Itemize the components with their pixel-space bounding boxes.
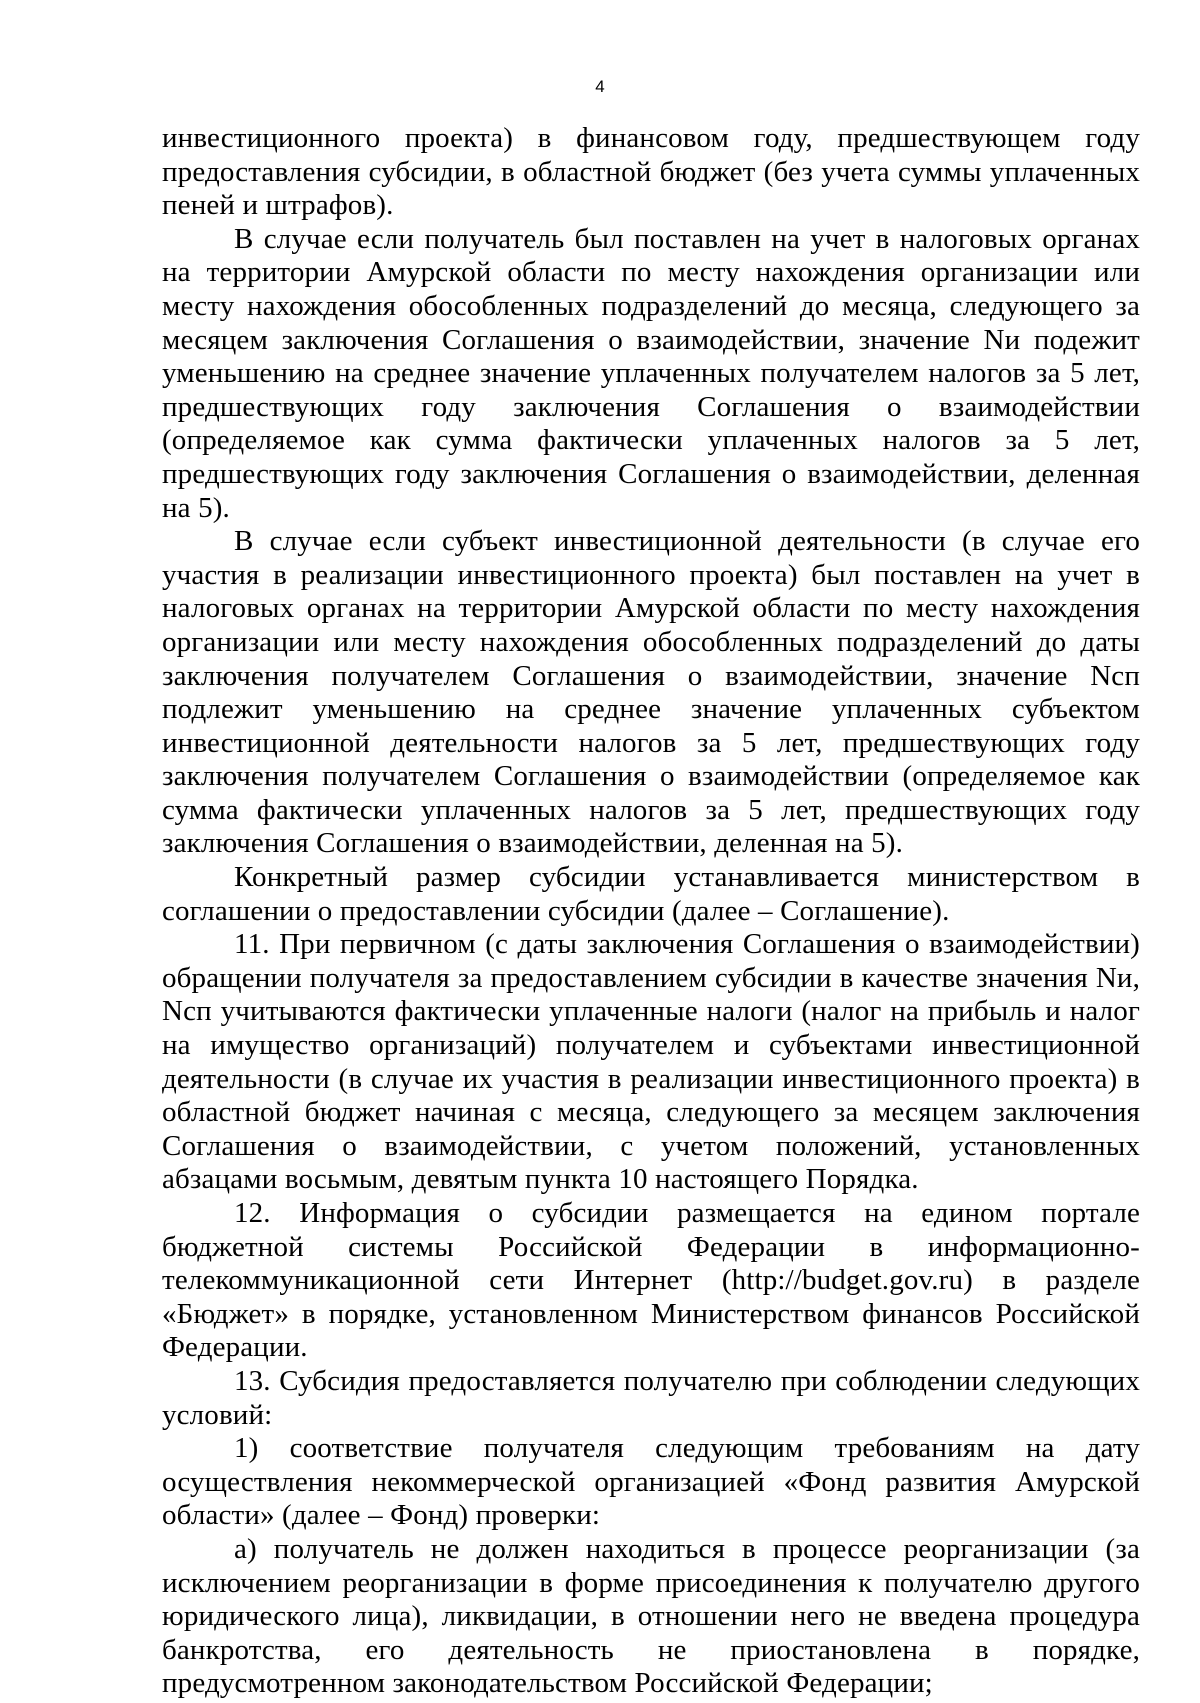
paragraph-subsidy-amount: Конкретный размер субсидии устанавливается министерством в соглашении о предоставлении субсидии (далее – Соглашение).	[162, 861, 1140, 927]
page-number: 4	[595, 77, 605, 96]
paragraph-item-12: 12. Информация о субсидии размещается на едином портале бюджетной системы Российской Федерации в информационно-телекоммуникационной сети Интернет (http://budget.gov.ru) в разделе «Бюджет» в порядке, установленном Министерством финансов Российской Федерации.	[162, 1197, 1140, 1364]
paragraph-continuation: инвестиционного проекта) в финансовом году, предшествующем году предоставления субсидии, в областной бюджет (без учета суммы уплаченных пеней и штрафов).	[162, 122, 1140, 222]
paragraph-investor-tax-registration: В случае если субъект инвестиционной деятельности (в случае его участия в реализации инвестиционного проекта) был поставлен на учет в налоговых органах на территории Амурской области по месту нахождения организации или месту нахождения обособленных подразделений до даты заключения получателем Соглашения о взаимодействии, значение Nсп подлежит уменьшению на среднее значение уплаченных субъектом инвестиционной деятельности налогов за 5 лет, предшествующих году заключения получателем Соглашения о взаимодействии (определяемое как сумма фактически уплаченных налогов за 5 лет, предшествующих году заключения Соглашения о взаимодействии, деленная на 5).	[162, 525, 1140, 860]
document-body	[162, 122, 1140, 1701]
paragraph-condition-1: 1) соответствие получателя следующим требованиям на дату осуществления некоммерческой организацией «Фонд развития Амурской области» (далее – Фонд) проверки:	[162, 1432, 1140, 1532]
paragraph-condition-1a: а) получатель не должен находиться в процессе реорганизации (за исключением реорганизации в форме присоединения к получателю другого юридического лица), ликвидации, в отношении него не введена процедура банкротства, его деятельность не приостановлена в порядке, предусмотренном законодательством Российской Федерации;	[162, 1532, 1140, 1700]
paragraph-item-13: 13. Субсидия предоставляется получателю при соблюдении следующих условий:	[162, 1364, 1140, 1431]
paragraph-recipient-tax-registration: В случае если получатель был поставлен на учет в налоговых органах на территории Амурской области по месту нахождения организации или месту нахождения обособленных подразделений до месяца, следующего за месяцем заключения Соглашения о взаимодействии, значение Nи подежит уменьшению на среднее значение уплаченных получателем налогов за 5 лет, предшествующих году заключения Соглашения о взаимодействии (определяемое как сумма фактически уплаченных налогов за 5 лет, предшествующих году заключения Соглашения о взаимодействии, деленная на 5).	[162, 222, 1140, 524]
paragraph-item-11: 11. При первичном (с даты заключения Соглашения о взаимодействии) обращении получателя за предоставлением субсидии в качестве значения Nи, Nсп учитываются фактически уплаченные налоги (налог на прибыль и налог на имущество организаций) получателем и субъектами инвестиционной деятельности (в случае их участия в реализации инвестиционного проекта) в областной бюджет начиная с месяца, следующего за месяцем заключения Соглашения о взаимодействии, с учетом положений, установленных абзацами восьмым, девятым пункта 10 настоящего Порядка.	[162, 928, 1140, 1196]
